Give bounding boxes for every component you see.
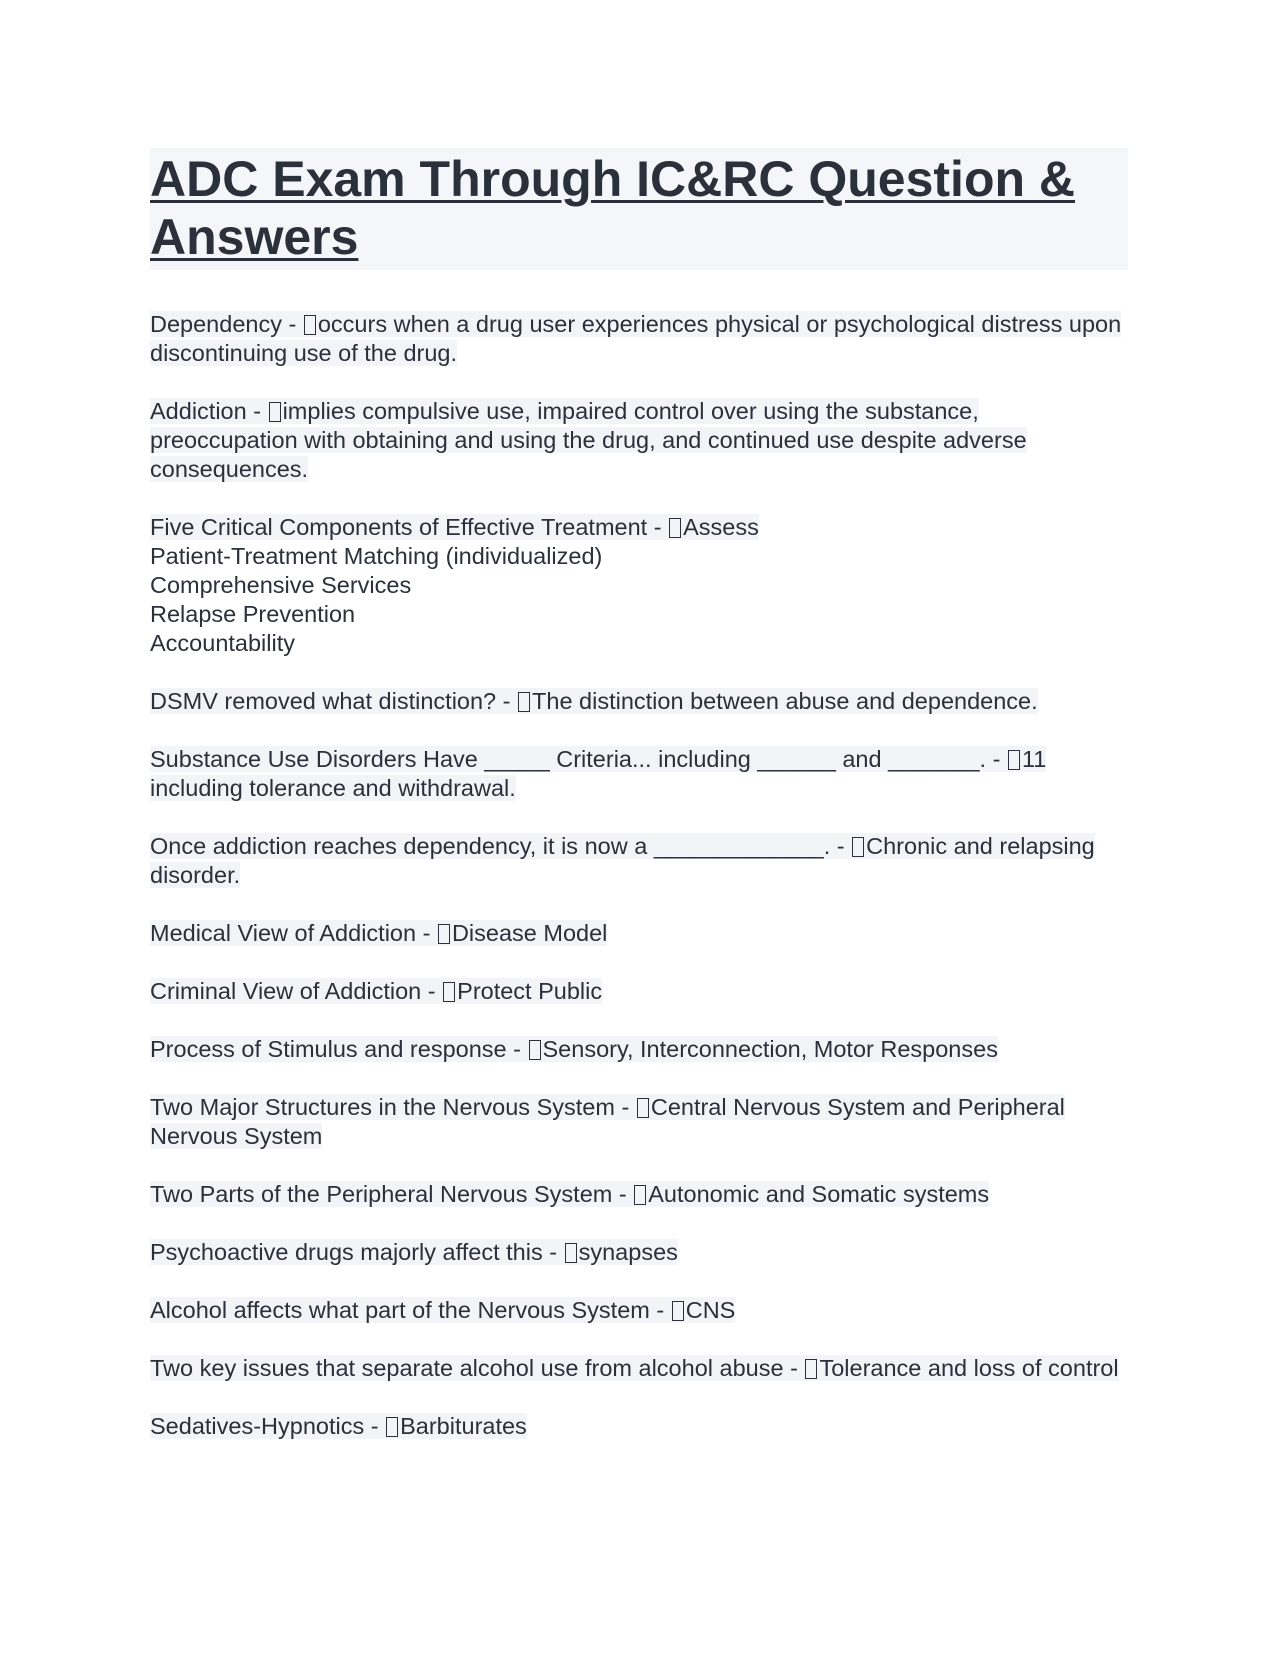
qa-item: Addiction - implies compulsive use, impaired control over using the substance, preoccupation with obtaining and using the drug, and continued use despite adverse consequences. [150,398,1027,482]
question-text: Substance Use Disorders Have _____ Criteria... including ______ and _______. [150,746,987,772]
answer-text: Sensory, Interconnection, Motor Responses [542,1036,998,1062]
answer-text: Protect Public [457,978,603,1004]
answer-text: The distinction between abuse and dependence. [532,688,1038,714]
missing-glyph-icon [669,518,681,538]
question-text: Sedatives-Hypnotics [150,1413,365,1439]
title-block [150,148,1128,270]
question-text: Once addiction reaches dependency, it is now a _____________. [150,833,831,859]
qa-item: Substance Use Disorders Have _____ Criteria... including ______ and _______. - 11 including tolerance and withdrawal. [150,746,1047,801]
answer-text: 11 including tolerance and withdrawal. [150,746,1047,801]
missing-glyph-icon [438,924,450,944]
qa-item: Five Critical Components of Effective Treatment - Assess Patient-Treatment Matching (individualized) Comprehensive Services Relapse Prevention Accountability [150,514,759,656]
answer-line: Patient-Treatment Matching (individualized) [150,543,603,569]
missing-glyph-icon [634,1185,646,1205]
qa-item: Two Major Structures in the Nervous System - Central Nervous System and Peripheral Nervous System [150,1094,1065,1149]
qa-item: Alcohol affects what part of the Nervous System - CNS [150,1297,736,1323]
answer-text: CNS [685,1297,736,1323]
answer-text: Assess [683,514,759,540]
qa-item: Once addiction reaches dependency, it is now a _____________. - Chronic and relapsing disorder. [150,833,1095,888]
qa-list [150,310,1128,1441]
missing-glyph-icon [443,982,455,1002]
missing-glyph-icon [529,1040,541,1060]
question-text: Two Major Structures in the Nervous System [150,1094,615,1120]
answer-line: Relapse Prevention [150,601,356,627]
question-text: Alcohol affects what part of the Nervous System [150,1297,650,1323]
question-text: Dependency [150,311,282,337]
answer-line: Comprehensive Services [150,572,412,598]
answer-text: implies compulsive use, impaired control over using the substance, preoccupation with obtaining and using the drug, and continued use despite adverse consequences. [150,398,1027,482]
missing-glyph-icon [386,1417,398,1437]
qa-item: Criminal View of Addiction - Protect Public [150,978,603,1004]
question-text: Psychoactive drugs majorly affect this [150,1239,543,1265]
missing-glyph-icon [852,837,864,857]
answer-text: Barbiturates [400,1413,527,1439]
answer-line: Accountability [150,630,295,656]
missing-glyph-icon [565,1243,577,1263]
missing-glyph-icon [805,1359,817,1379]
qa-item: Psychoactive drugs majorly affect this - synapses [150,1239,678,1265]
question-text: Medical View of Addiction [150,920,417,946]
question-text: Criminal View of Addiction [150,978,422,1004]
answer-text: Tolerance and loss of control [819,1355,1119,1381]
answer-text: Disease Model [451,920,608,946]
qa-item: Two Parts of the Peripheral Nervous System - Autonomic and Somatic systems [150,1181,990,1207]
question-text: DSMV removed what distinction? [150,688,497,714]
answer-text: synapses [578,1239,678,1265]
qa-item: Two key issues that separate alcohol use from alcohol abuse - Tolerance and loss of control [150,1355,1119,1381]
qa-item: Sedatives-Hypnotics - Barbiturates [150,1413,527,1439]
qa-item: Medical View of Addiction - Disease Model [150,920,608,946]
answer-text: Chronic and relapsing disorder. [150,833,1095,888]
question-text: Five Critical Components of Effective Treatment [150,514,648,540]
question-text: Addiction [150,398,247,424]
missing-glyph-icon [269,402,281,422]
missing-glyph-icon [637,1098,649,1118]
answer-text: occurs when a drug user experiences physical or psychological distress upon discontinuing use of the drug. [150,311,1122,366]
question-text: Two Parts of the Peripheral Nervous System [150,1181,613,1207]
document-title: ADC Exam Through IC&RC Question & Answers [150,151,1076,265]
qa-item: Process of Stimulus and response - Sensory, Interconnection, Motor Responses [150,1036,998,1062]
missing-glyph-icon [1008,750,1020,770]
document-page [150,148,1128,1470]
missing-glyph-icon [672,1301,684,1321]
qa-item: Dependency - occurs when a drug user experiences physical or psychological distress upon discontinuing use of the drug. [150,311,1122,366]
missing-glyph-icon [518,692,530,712]
missing-glyph-icon [304,315,316,335]
question-text: Process of Stimulus and response [150,1036,507,1062]
qa-item: DSMV removed what distinction? - The distinction between abuse and dependence. [150,688,1038,714]
question-text: Two key issues that separate alcohol use from alcohol abuse [150,1355,784,1381]
answer-text: Autonomic and Somatic systems [648,1181,990,1207]
answer-text: Central Nervous System and Peripheral Nervous System [150,1094,1065,1149]
